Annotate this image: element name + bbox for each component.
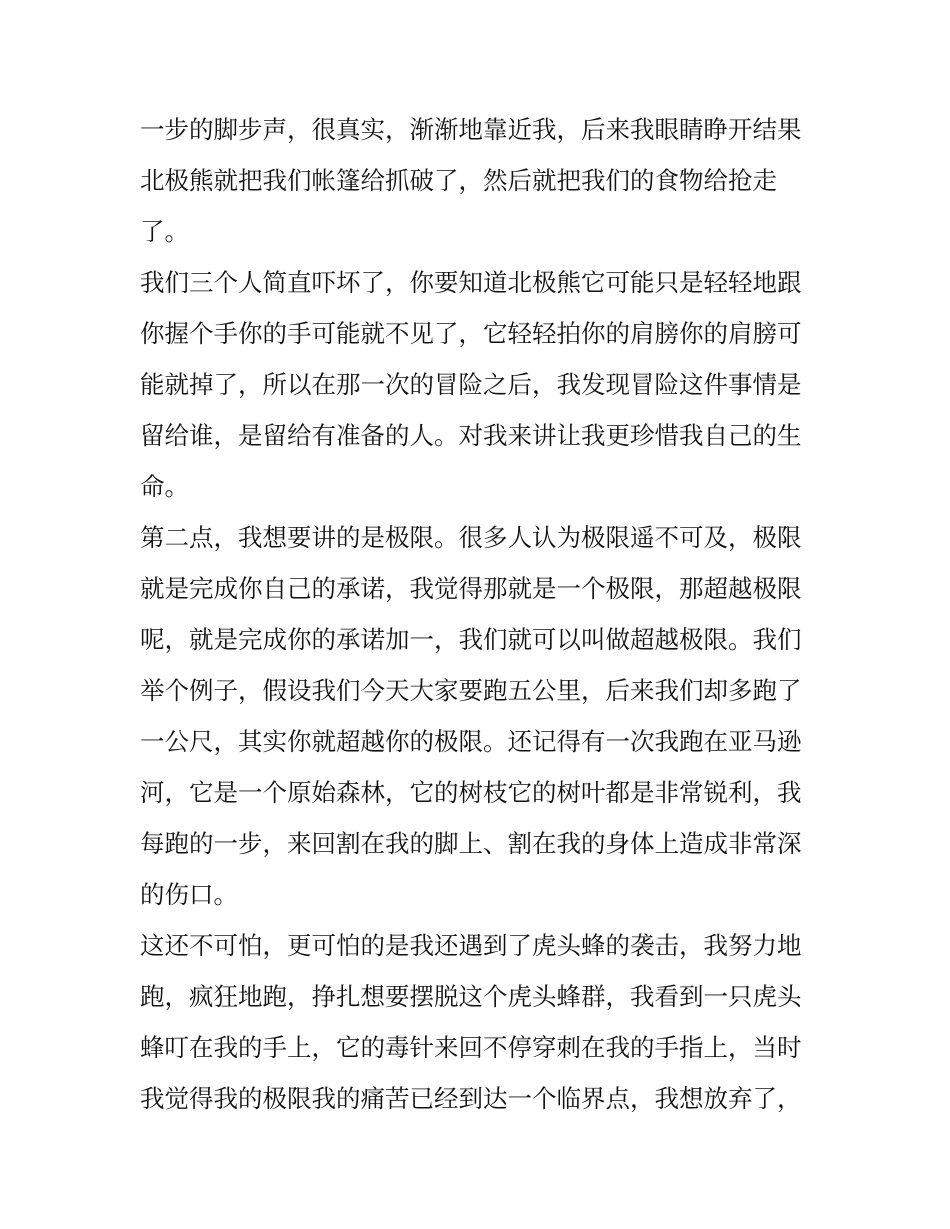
text-line: 河，它是一个原始森林，它的树枝它的树叶都是非常锐利，我 <box>140 778 802 807</box>
text-line: 命。 <box>140 472 189 501</box>
body-text <box>140 104 815 1124</box>
text-line: 留给谁，是留给有准备的人。对我来讲让我更珍惜我自己的生 <box>140 421 802 450</box>
text-line: 我们三个人简直吓坏了，你要知道北极熊它可能只是轻轻地跟 <box>140 268 802 297</box>
text-line: 一公尺，其实你就超越你的极限。还记得有一次我跑在亚马逊 <box>140 727 802 756</box>
text-line: 举个例子，假设我们今天大家要跑五公里，后来我们却多跑了 <box>140 676 802 705</box>
text-line: 每跑的一步，来回割在我的脚上、割在我的身体上造成非常深 <box>140 829 802 858</box>
text-line: 就是完成你自己的承诺，我觉得那就是一个极限，那超越极限 <box>140 574 802 603</box>
text-line: 一步的脚步声，很真实，渐渐地靠近我，后来我眼睛睁开结果 <box>140 115 802 144</box>
text-line: 的伤口。 <box>140 880 238 909</box>
text-line: 第二点，我想要讲的是极限。很多人认为极限遥不可及，极限 <box>140 523 802 552</box>
text-line: 北极熊就把我们帐篷给抓破了，然后就把我们的食物给抢走 <box>140 166 777 195</box>
text-line: 我觉得我的极限我的痛苦已经到达一个临界点，我想放弃了， <box>140 1084 802 1113</box>
text-line: 能就掉了，所以在那一次的冒险之后，我发现冒险这件事情是 <box>140 370 802 399</box>
text-line: 呢，就是完成你的承诺加一，我们就可以叫做超越极限。我们 <box>140 625 802 654</box>
text-line: 了。 <box>140 217 189 246</box>
text-line: 跑，疯狂地跑，挣扎想要摆脱这个虎头蜂群，我看到一只虎头 <box>140 982 802 1011</box>
text-line: 这还不可怕，更可怕的是我还遇到了虎头蜂的袭击，我努力地 <box>140 931 802 960</box>
text-line: 蜂叮在我的手上，它的毒针来回不停穿刺在我的手指上，当时 <box>140 1033 802 1062</box>
text-line: 你握个手你的手可能就不见了，它轻轻拍你的肩膀你的肩膀可 <box>140 319 802 348</box>
